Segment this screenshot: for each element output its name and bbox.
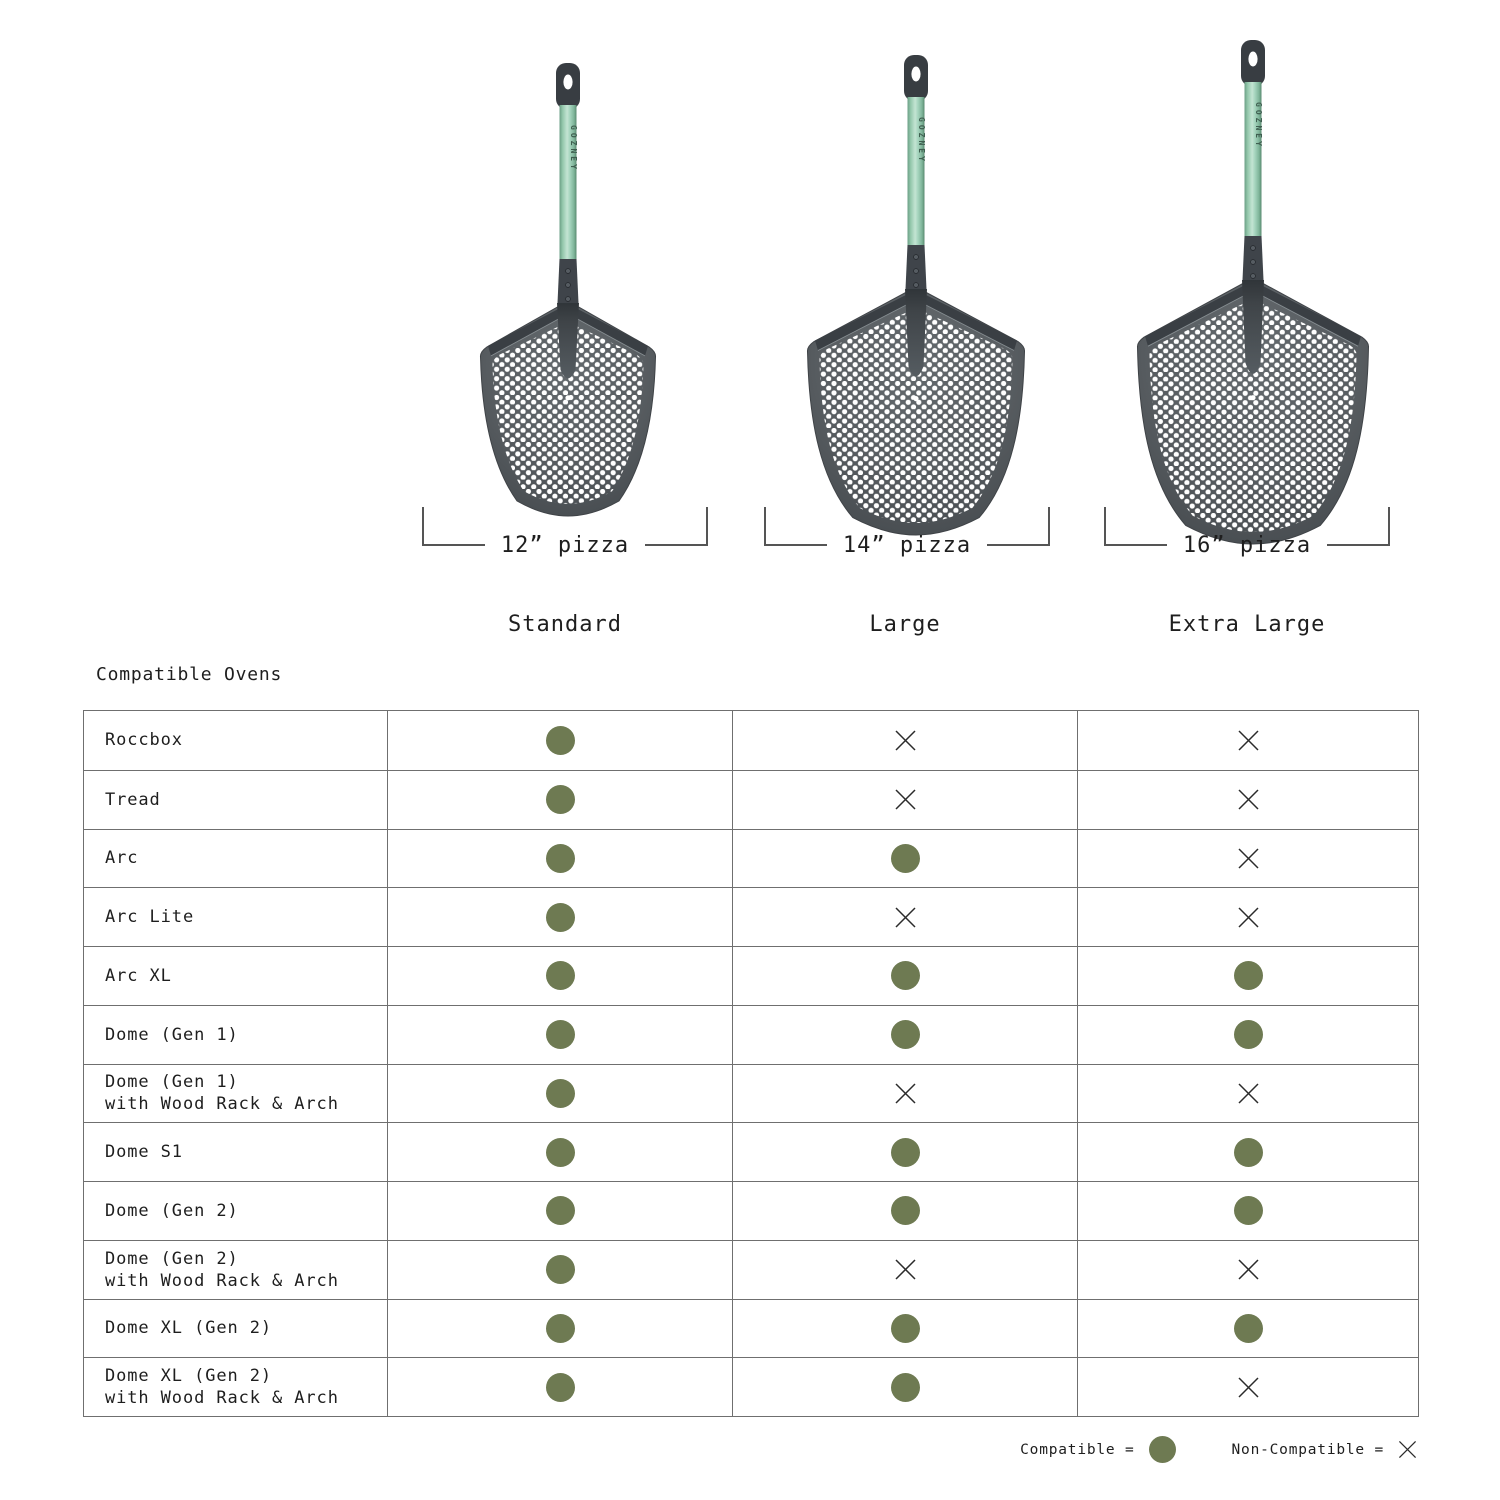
oven-name: Dome (Gen 2) — [105, 1248, 239, 1269]
compatible-dot-icon — [546, 1138, 575, 1167]
pizza-peel-illustration — [803, 55, 1029, 541]
non-compatible-cell — [732, 887, 1077, 946]
rivet — [566, 297, 571, 302]
rivet — [1251, 274, 1256, 279]
compatible-dot-icon — [546, 785, 575, 814]
non-compatible-cell — [732, 1064, 1077, 1123]
oven-name: Roccbox — [105, 730, 183, 751]
rivet — [914, 255, 919, 260]
non-compatible-cell — [1077, 1064, 1418, 1123]
legend-non-compatible-label: Non-Compatible = — [1231, 1441, 1384, 1458]
oven-name: Dome (Gen 1) — [105, 1072, 239, 1093]
compatible-cell — [732, 946, 1077, 1005]
non-compatible-cell — [1077, 829, 1418, 888]
compatible-dot-icon — [1234, 1138, 1263, 1167]
rivet — [914, 283, 919, 288]
compatible-cell — [387, 946, 732, 1005]
rivet — [1251, 260, 1256, 265]
oven-name: Arc Lite — [105, 907, 195, 928]
hang-hole — [911, 67, 920, 82]
pizza-size-label: 16” pizza — [1182, 533, 1312, 558]
pizza-size-label: 12” pizza — [500, 533, 630, 558]
hang-hole — [1248, 52, 1257, 67]
compatible-dot-icon — [546, 1373, 575, 1402]
oven-label — [84, 887, 387, 946]
compatible-cell — [732, 1122, 1077, 1181]
oven-name: Tread — [105, 789, 161, 810]
legend-compatible-label: Compatible = — [1020, 1441, 1135, 1458]
non-compatible-cell — [732, 770, 1077, 829]
compatible-cell — [387, 1299, 732, 1358]
compatible-cell — [387, 1122, 732, 1181]
compatible-dot-icon — [546, 726, 575, 755]
compatible-cell — [732, 1181, 1077, 1240]
non-compatible-x-icon — [1235, 1256, 1262, 1283]
bracket-line-right — [645, 544, 706, 546]
brand-text: GOZNEY — [917, 117, 926, 164]
size-name-large: Large — [869, 612, 941, 637]
oven-qualifier: with Wood Rack & Arch — [105, 1094, 339, 1115]
compatible-dot-icon — [546, 1020, 575, 1049]
oven-name: Dome (Gen 2) — [105, 1200, 239, 1221]
compatible-cell — [1077, 946, 1418, 1005]
non-compatible-cell — [732, 711, 1077, 770]
oven-label — [84, 1299, 387, 1358]
compatible-dot-icon — [891, 1020, 920, 1049]
compatible-cell — [387, 1064, 732, 1123]
oven-label — [84, 946, 387, 1005]
compatible-dot-icon — [891, 1314, 920, 1343]
non-compatible-cell — [1077, 1240, 1418, 1299]
oven-label — [84, 1357, 387, 1416]
compatible-cell — [732, 829, 1077, 888]
compatible-cell — [387, 711, 732, 770]
oven-name: Arc — [105, 848, 139, 869]
size-name-standard: Standard — [508, 612, 622, 637]
pizza-size-label: 14” pizza — [842, 533, 972, 558]
non-compatible-x-icon — [1235, 1374, 1262, 1401]
compatible-dot-icon — [1234, 1020, 1263, 1049]
legend — [1020, 1436, 1419, 1463]
peel-hole — [913, 396, 918, 401]
non-compatible-x-icon — [1235, 845, 1262, 872]
oven-label — [84, 1181, 387, 1240]
compatible-dot-icon — [891, 1373, 920, 1402]
compatible-cell — [1077, 1299, 1418, 1358]
compatible-dot-icon — [891, 961, 920, 990]
size-bracket-standard — [422, 507, 708, 558]
oven-name: Arc XL — [105, 965, 172, 986]
compatible-dot-icon — [891, 1138, 920, 1167]
compatible-cell — [387, 1181, 732, 1240]
compatible-dot-icon — [546, 903, 575, 932]
rivet — [566, 283, 571, 288]
peel-head — [480, 301, 655, 516]
bracket-line-left — [424, 544, 485, 546]
oven-name: Dome (Gen 1) — [105, 1024, 239, 1045]
compatible-dot-icon — [1234, 1314, 1263, 1343]
compatible-cell — [1077, 1122, 1418, 1181]
bracket-line-right — [987, 544, 1048, 546]
bracket-line-right — [1327, 544, 1388, 546]
non-compatible-x-icon — [1235, 904, 1262, 931]
section-heading: Compatible Ovens — [96, 664, 283, 685]
compatible-dot-icon — [891, 844, 920, 873]
compatible-dot-icon — [546, 844, 575, 873]
oven-label — [84, 1122, 387, 1181]
compatibility-table — [83, 710, 1419, 1417]
rivet — [914, 269, 919, 274]
non-compatible-cell — [1077, 887, 1418, 946]
peel-hole — [1250, 395, 1255, 400]
compatible-cell — [732, 1005, 1077, 1064]
hang-hole — [563, 75, 572, 90]
compatible-cell — [387, 770, 732, 829]
non-compatible-x-icon — [1235, 727, 1262, 754]
peel-image-extra-large — [1133, 40, 1373, 554]
non-compatible-x-icon — [892, 786, 919, 813]
non-compatible-x-icon — [1235, 1080, 1262, 1107]
oven-qualifier: with Wood Rack & Arch — [105, 1270, 339, 1291]
oven-label — [84, 770, 387, 829]
peel-head — [807, 287, 1024, 535]
non-compatible-x-icon — [892, 727, 919, 754]
compatible-cell — [387, 1240, 732, 1299]
compatible-cell — [732, 1357, 1077, 1416]
compatible-dot-icon — [1149, 1436, 1176, 1463]
compatible-cell — [1077, 1005, 1418, 1064]
compatible-dot-icon — [1234, 961, 1263, 990]
bracket-line-left — [1106, 544, 1167, 546]
non-compatible-x-icon — [1396, 1438, 1419, 1461]
compatible-dot-icon — [546, 1196, 575, 1225]
compatible-dot-icon — [891, 1196, 920, 1225]
non-compatible-x-icon — [892, 1080, 919, 1107]
compatible-cell — [387, 829, 732, 888]
peel-image-large — [803, 55, 1029, 545]
rivet — [1251, 246, 1256, 251]
compatible-cell — [387, 1357, 732, 1416]
oven-name: Dome XL (Gen 2) — [105, 1318, 273, 1339]
oven-qualifier: with Wood Rack & Arch — [105, 1388, 339, 1409]
compatible-dot-icon — [546, 961, 575, 990]
pizza-peel-illustration — [1133, 40, 1373, 550]
brand-text: GOZNEY — [569, 125, 578, 172]
oven-label — [84, 1064, 387, 1123]
compatible-cell — [732, 1299, 1077, 1358]
non-compatible-x-icon — [892, 1256, 919, 1283]
oven-label — [84, 1005, 387, 1064]
oven-label — [84, 711, 387, 770]
size-bracket-large — [764, 507, 1050, 558]
bracket-line-left — [766, 544, 827, 546]
peel-image-standard — [476, 63, 660, 526]
compatible-dot-icon — [546, 1255, 575, 1284]
oven-name: Dome XL (Gen 2) — [105, 1366, 273, 1387]
non-compatible-cell — [1077, 711, 1418, 770]
non-compatible-x-icon — [1235, 786, 1262, 813]
peel-hole — [565, 395, 570, 400]
non-compatible-x-icon — [1396, 1438, 1419, 1461]
peel-head — [1137, 278, 1368, 544]
oven-name: Dome S1 — [105, 1142, 183, 1163]
size-name-extra-large: Extra Large — [1168, 612, 1326, 637]
oven-label — [84, 829, 387, 888]
non-compatible-cell — [1077, 770, 1418, 829]
pizza-peel-illustration — [476, 63, 660, 522]
oven-label — [84, 1240, 387, 1299]
compatible-dot-icon — [546, 1079, 575, 1108]
compatible-cell — [387, 1005, 732, 1064]
compatible-cell — [1077, 1181, 1418, 1240]
non-compatible-x-icon — [892, 904, 919, 931]
non-compatible-cell — [1077, 1357, 1418, 1416]
compatible-dot-icon — [1234, 1196, 1263, 1225]
size-bracket-extra-large — [1104, 507, 1390, 558]
brand-text: GOZNEY — [1254, 102, 1263, 149]
rivet — [566, 269, 571, 274]
non-compatible-cell — [732, 1240, 1077, 1299]
compatible-cell — [387, 887, 732, 946]
compatible-dot-icon — [546, 1314, 575, 1343]
